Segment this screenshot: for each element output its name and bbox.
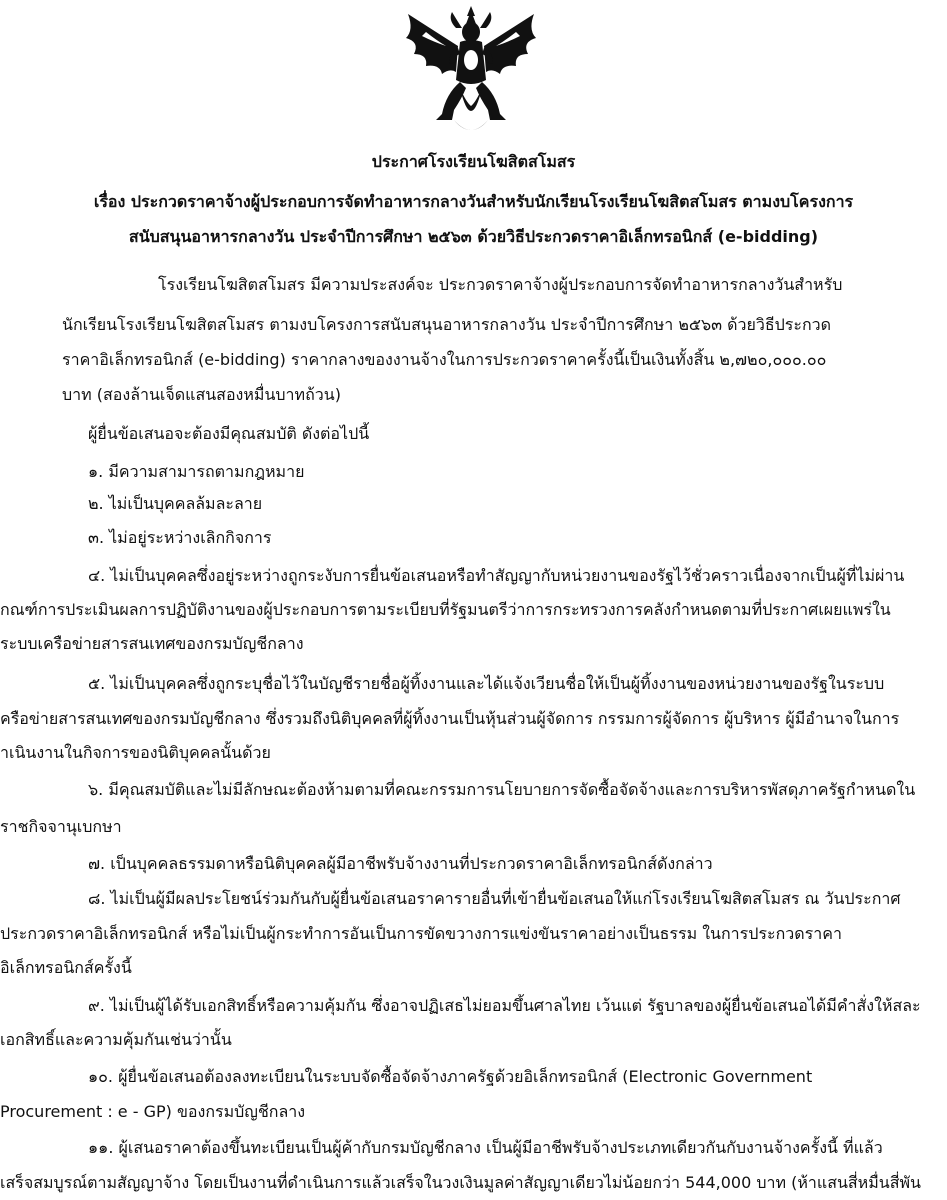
body-line: อิเล็กทรอนิกส์ครั้งนี้: [0, 958, 132, 977]
qualification-item: ๓. ไม่อยู่ระหว่างเลิกกิจการ: [88, 528, 272, 547]
qualification-item: ๘. ไม่เป็นผู้มีผลประโยชน์ร่วมกันกับผู้ยื่นข้อเสนอราคารายอื่นที่เข้ายื่นข้อเสนอให้แก่โรงเรียนโฆสิตสโมสร ณ วันประกาศ: [88, 889, 901, 908]
body-line: Procurement : e - GP) ของกรมบัญชีกลาง: [0, 1102, 306, 1121]
body-line: ผู้ยื่นข้อเสนอจะต้องมีคุณสมบัติ ดังต่อไปนี้: [88, 424, 370, 443]
body-line: กณฑ์การประเมินผลการปฏิบัติงานของผู้ประกอบการตามระเบียบที่รัฐมนตรีว่าการกระทรวงการคลังกำหนดตามที่ประกาศเผยแพร่ใน: [0, 600, 891, 619]
body-line: ราชกิจจานุเบกษา: [0, 817, 122, 836]
body-line: นักเรียนโรงเรียนโฆสิตสโมสร ตามงบโครงการสนับสนุนอาหารกลางวัน ประจำปีการศึกษา ๒๕๖๓ ด้วยวิธีประกวด: [62, 315, 832, 334]
qualification-item: ๑๐. ผู้ยื่นข้อเสนอต้องลงทะเบียนในระบบจัดซื้อจัดจ้างภาครัฐด้วยอิเล็กทรอนิกส์ (Electronic Government: [88, 1067, 813, 1086]
body-line: บาท (สองล้านเจ็ดแสนสองหมื่นบาทถ้วน): [62, 385, 341, 404]
body-line: โรงเรียนโฆสิตสโมสร มีความประสงค์จะ ประกวดราคาจ้างผู้ประกอบการจัดทำอาหารกลางวันสำหรับ: [158, 275, 843, 294]
body-line: ประกวดราคาอิเล็กทรอนิกส์ หรือไม่เป็นผู้กระทำการอันเป็นการขัดขวางการแข่งขันราคาอย่างเป็นธรรม ในการประกวดราคา: [0, 924, 842, 943]
qualification-item: ๖. มีคุณสมบัติและไม่มีลักษณะต้องห้ามตามที่คณะกรรมการนโยบายการจัดซื้อจัดจ้างและการบริหารพัสดุภาครัฐกำหนดใน: [88, 780, 916, 799]
subject-line-1: เรื่อง ประกวดราคาจ้างผู้ประกอบการจัดทำอาหารกลางวันสำหรับนักเรียนโรงเรียนโฆสิตสโมสร ตามงบโครงการ: [93, 192, 854, 211]
body-line: ำเนินงานในกิจการของนิติบุคคลนั้นด้วย: [0, 743, 271, 762]
body-line: ราคาอิเล็กทรอนิกส์ (e-bidding) ราคากลางของงานจ้างในการประกวดราคาครั้งนี้เป็นเงินทั้งสิ้น ๒,๗๒๐,๐๐๐.๐๐: [62, 350, 827, 369]
announcement-title: ประกาศโรงเรียนโฆสิตสโมสร: [371, 152, 576, 171]
qualification-item: ๑. มีความสามารถตามกฎหมาย: [88, 462, 305, 481]
qualification-item: ๙. ไม่เป็นผู้ได้รับเอกสิทธิ์หรือความคุ้มกัน ซึ่งอาจปฏิเสธไม่ยอมขึ้นศาลไทย เว้นแต่ รัฐบาลของผู้ยื่นข้อเสนอได้มีคำสั่งให้สละ: [88, 996, 921, 1015]
body-line: ระบบเครือข่ายสารสนเทศของกรมบัญชีกลาง: [0, 634, 304, 653]
qualification-item: ๕. ไม่เป็นบุคคลซึ่งถูกระบุชื่อไว้ในบัญชีรายชื่อผู้ทิ้งงานและได้แจ้งเวียนชื่อให้เป็นผู้ทิ้งงานของหน่วยงานของรัฐในระบบ: [88, 674, 885, 693]
body-line: ครือข่ายสารสนเทศของกรมบัญชีกลาง ซึ่งรวมถึงนิติบุคคลที่ผู้ทิ้งงานเป็นหุ้นส่วนผู้จัดการ กรรมการผู้จัดการ ผู้บริหาร ผู้มีอำนาจในการ: [0, 709, 900, 728]
qualification-item: ๒. ไม่เป็นบุคคลล้มละลาย: [88, 494, 263, 513]
qualification-item: ๑๑. ผู้เสนอราคาต้องขึ้นทะเบียนเป็นผู้ค้ากับกรมบัญชีกลาง เป็นผู้มีอาชีพรับจ้างประเภทเดียวกันกับงานจ้างครั้งนี้ ที่แล้ว: [88, 1138, 883, 1157]
garuda-emblem: [396, 2, 546, 142]
qualification-item: ๔. ไม่เป็นบุคคลซึ่งอยู่ระหว่างถูกระงับการยื่นข้อเสนอหรือทำสัญญากับหน่วยงานของรัฐไว้ชั่วคราวเนื่องจากเป็นผู้ที่ไม่ผ่าน: [88, 566, 905, 585]
body-line: เอกสิทธิ์และความคุ้มกันเช่นว่านั้น: [0, 1030, 232, 1049]
subject-line-2: สนับสนุนอาหารกลางวัน ประจำปีการศึกษา ๒๕๖๓ ด้วยวิธีประกวดราคาอิเล็กทรอนิกส์ (e-bidding): [128, 227, 819, 246]
qualification-item: ๗. เป็นบุคคลธรรมดาหรือนิติบุคคลผู้มีอาชีพรับจ้างงานที่ประกวดราคาอิเล็กทรอนิกส์ดังกล่าว: [88, 854, 713, 873]
body-line: เสร็จสมบูรณ์ตามสัญญาจ้าง โดยเป็นงานที่ดำเนินการแล้วเสร็จในวงเงินมูลค่าสัญญาเดียวไม่น้อยกว่า 544,000 บาท (ห้าแสนสี่หมื่นสี่พัน: [0, 1173, 921, 1192]
